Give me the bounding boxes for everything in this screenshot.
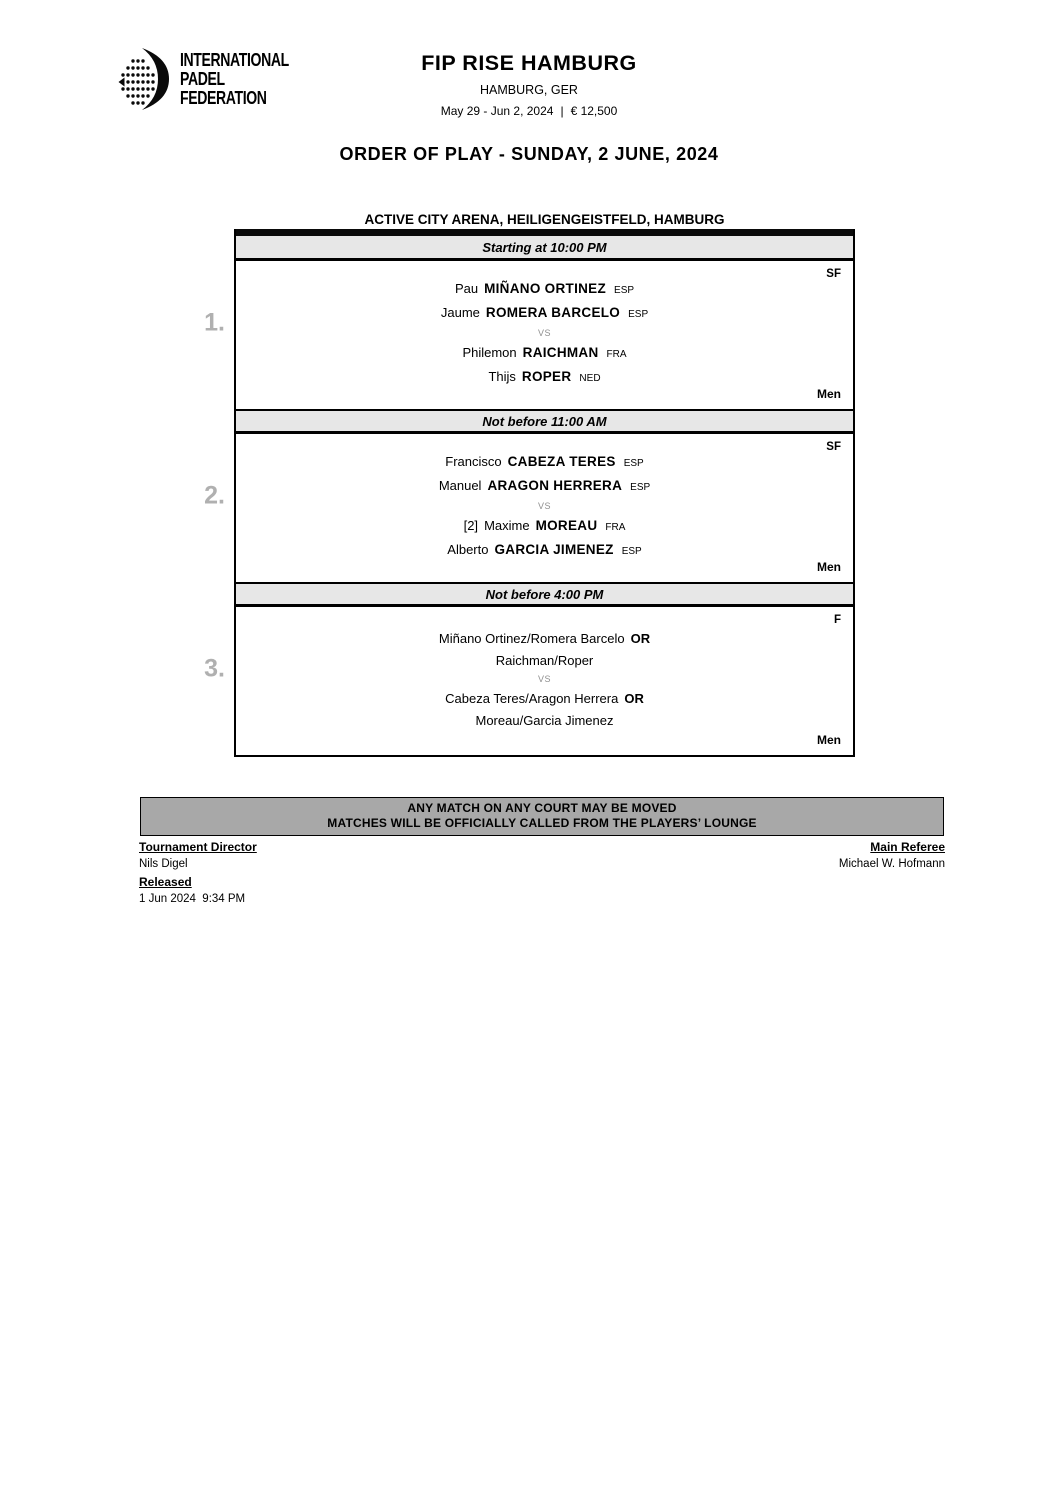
player-country: ESP <box>614 285 635 296</box>
match-2-players <box>248 454 841 561</box>
player-last-name: RAICHMAN <box>522 345 599 360</box>
tournament-director-label: Tournament Director <box>139 840 257 854</box>
player-row <box>445 454 643 471</box>
page-title: ORDER OF PLAY - SUNDAY, 2 JUNE, 2024 <box>339 144 719 164</box>
player-row <box>464 518 626 535</box>
team-names: Miñano Ortinez/Romera Barcelo <box>438 631 625 646</box>
player-row <box>445 691 644 706</box>
team-names: Moreau/Garcia Jimenez <box>475 713 614 728</box>
meta-divider: | <box>560 104 564 118</box>
player-row <box>447 542 641 559</box>
match-3-time-banner: Not before 4:00 PM <box>236 582 853 607</box>
player-row <box>439 631 650 646</box>
match-2-block <box>204 434 853 582</box>
player-first-name: Francisco <box>445 454 502 469</box>
player-row <box>439 478 650 495</box>
player-country: ESP <box>623 458 644 469</box>
match-3-number: 3. <box>204 654 225 683</box>
match-1-block <box>204 261 853 409</box>
player-country: FRA <box>605 522 626 533</box>
match-1-number: 1. <box>204 308 225 337</box>
match-1-category-label: Men <box>817 387 841 401</box>
match-1-round-label: SF <box>826 268 841 280</box>
player-last-name: MOREAU <box>535 518 598 533</box>
notice-banner <box>140 797 944 836</box>
player-last-name: CABEZA TERES <box>507 454 616 469</box>
player-row <box>462 345 626 362</box>
player-first-name: Manuel <box>438 478 482 493</box>
match-3-category-label: Men <box>817 733 841 747</box>
player-row <box>476 713 614 728</box>
logo-text-line: INTERNATIONAL <box>180 49 289 70</box>
player-seed: [2] <box>463 518 479 533</box>
officials-left-column <box>139 840 257 910</box>
player-last-name: ROMERA BARCELO <box>485 305 621 320</box>
notice-line-2: MATCHES WILL BE OFFICIALLY CALLED FROM THE PLAYERS’ LOUNGE <box>327 816 757 830</box>
tournament-prize: € 12,500 <box>570 104 618 118</box>
player-first-name: Jaume <box>440 305 480 320</box>
player-country: ESP <box>628 309 649 320</box>
team-names: Cabeza Teres/Aragon Herrera <box>445 691 619 706</box>
logo-text-line: PADEL <box>180 68 225 89</box>
match-2-number: 2. <box>204 481 225 510</box>
player-first-name: Pau <box>454 281 479 296</box>
order-of-play-table <box>204 229 855 757</box>
main-referee-label: Main Referee <box>870 840 945 854</box>
tournament-location: HAMBURG, GER <box>480 83 578 97</box>
or-label: OR <box>624 691 644 706</box>
match-2-round-label: SF <box>826 441 841 453</box>
tournament-director-name: Nils Digel <box>139 858 188 870</box>
notice-line-1: ANY MATCH ON ANY COURT MAY BE MOVED <box>407 801 677 815</box>
player-country: NED <box>579 373 601 384</box>
player-country: FRA <box>606 349 627 360</box>
main-referee-name: Michael W. Hofmann <box>838 858 945 870</box>
player-country: ESP <box>621 546 642 557</box>
vs-label: VS <box>537 328 551 338</box>
match-1-time-banner: Starting at 10:00 PM <box>236 236 853 261</box>
player-last-name: MIÑANO ORTINEZ <box>484 281 607 296</box>
player-row <box>441 305 648 322</box>
vs-label: VS <box>537 674 551 684</box>
released-timestamp: 1 Jun 2024 9:34 PM <box>139 893 246 905</box>
match-1-players <box>248 281 841 388</box>
match-3-block <box>204 607 853 755</box>
released-label: Released <box>139 875 192 889</box>
tournament-meta <box>0 104 1058 118</box>
match-2-time-banner: Not before 11:00 AM <box>236 409 853 434</box>
vs-label: VS <box>537 501 551 511</box>
officials-right-column <box>839 840 945 910</box>
match-3-round-label: F <box>833 614 841 626</box>
player-first-name: Maxime <box>484 518 530 533</box>
tournament-title: FIP RISE HAMBURG <box>421 51 637 75</box>
player-row <box>488 369 600 386</box>
player-row <box>455 281 634 298</box>
match-3-players <box>248 627 841 734</box>
player-last-name: ROPER <box>521 369 572 384</box>
player-last-name: ARAGON HERRERA <box>487 478 623 493</box>
officials-section <box>139 840 945 910</box>
venue-title: ACTIVE CITY ARENA, HEILIGENGEISTFELD, HAMBURG <box>364 212 725 227</box>
tournament-dates: May 29 - Jun 2, 2024 <box>440 104 554 118</box>
player-first-name: Philemon <box>462 345 517 360</box>
player-last-name: GARCIA JIMENEZ <box>494 542 614 557</box>
match-2-category-label: Men <box>817 560 841 574</box>
or-label: OR <box>630 631 651 646</box>
player-first-name: Alberto <box>447 542 489 557</box>
player-country: ESP <box>630 482 651 493</box>
logo-text-line: FEDERATION <box>180 87 267 108</box>
tournament-header <box>0 51 1058 118</box>
team-names: Raichman/Roper <box>495 653 594 668</box>
player-first-name: Thijs <box>488 369 516 384</box>
table-top-bar <box>236 229 853 236</box>
player-row <box>496 653 594 668</box>
